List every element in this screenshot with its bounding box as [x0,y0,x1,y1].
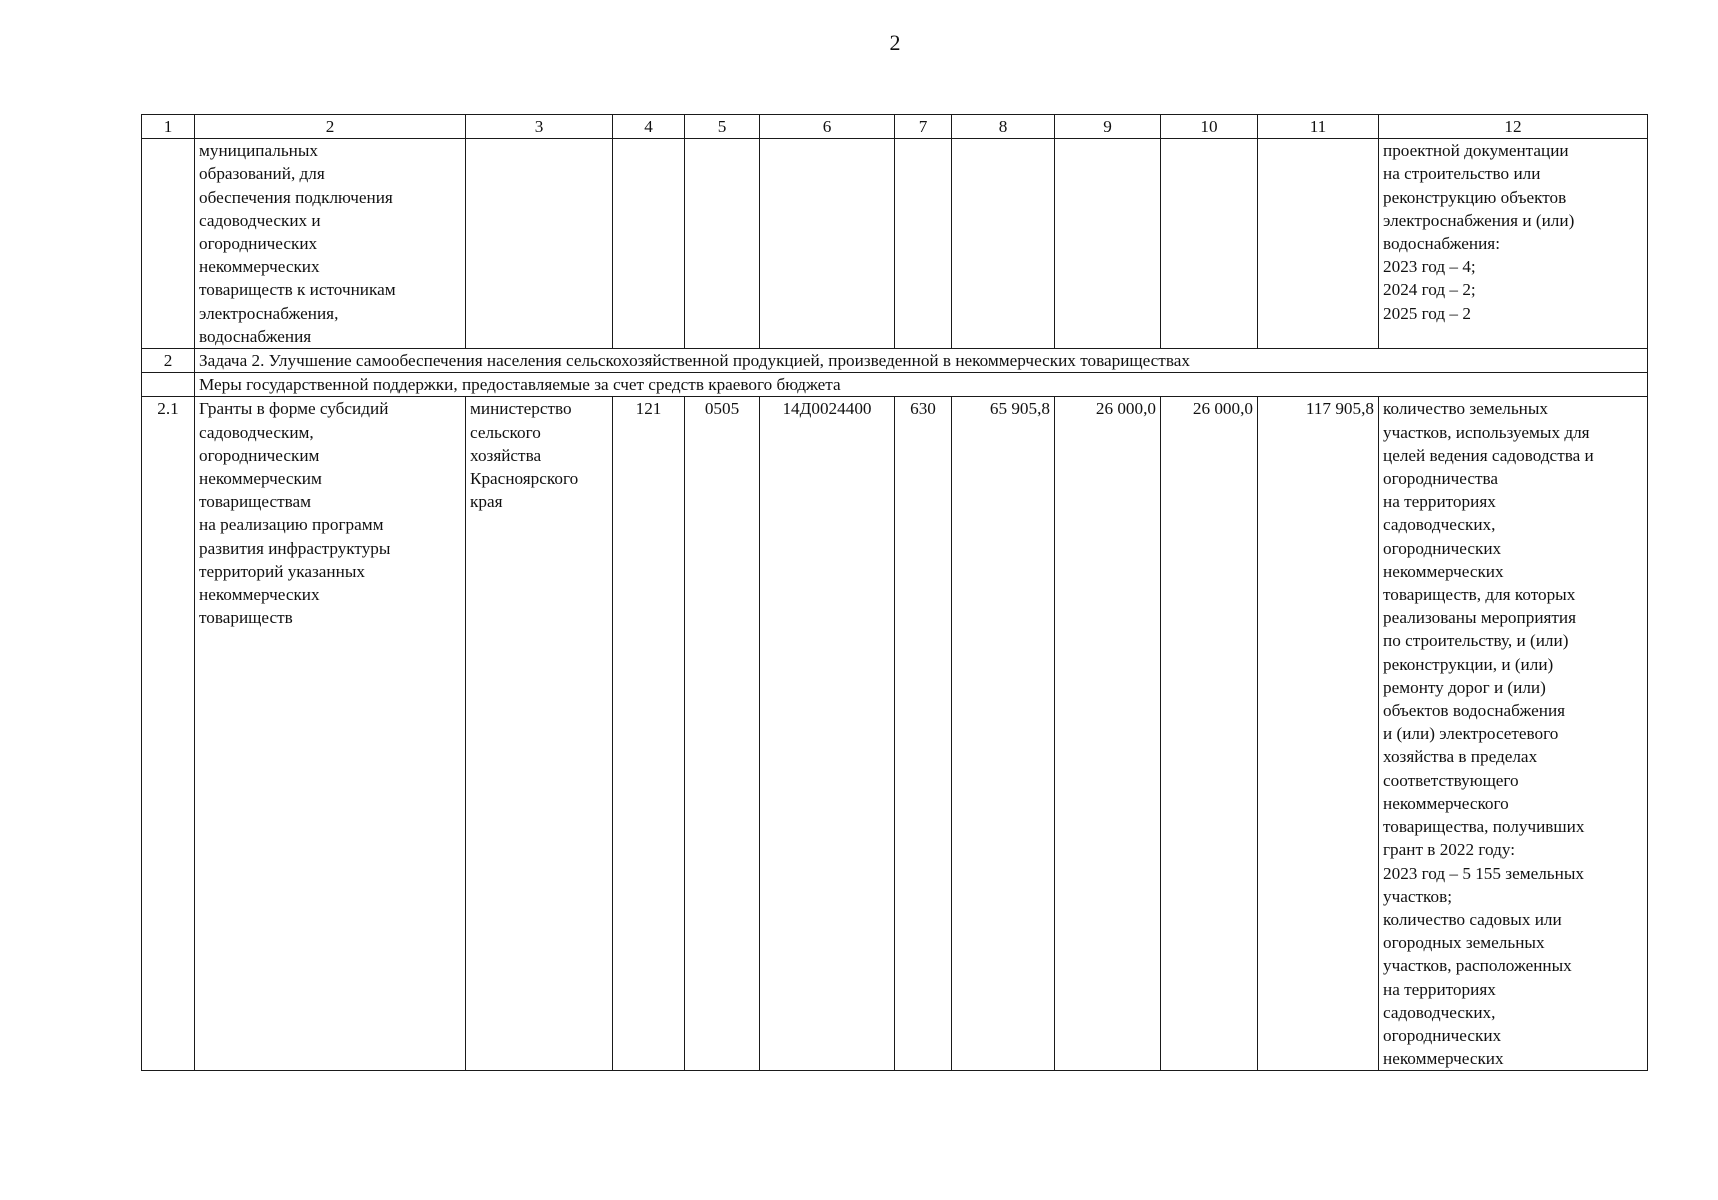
continuation-row [142,139,1648,349]
page-number: 2 [889,30,901,55]
year-2025-cell: 26 000,0 [1161,397,1258,1071]
header-cell: 5 [685,115,760,139]
header-cell: 3 [466,115,613,139]
year-2024-cell [1055,139,1161,349]
csr-cell: 14Д0024400 [760,397,895,1071]
measure-name-cell: Гранты в форме субсидий садоводческим, огородническим некоммерческим товариществам на реализацию программ развития инфраструктуры территорий указанных некоммерческих товариществ [195,397,466,1071]
row-number-cell [142,373,195,397]
task-title-cell: Задача 2. Улучшение самообеспечения населения сельскохозяйственной продукцией, произведенной в некоммерческих товариществах [195,349,1648,373]
measures-row [142,373,1648,397]
measure-name-cell: муниципальных образований, для обеспечения подключения садоводческих и огороднических некоммерческих товариществ к источникам электроснабжения, водоснабжения [195,139,466,349]
row-number-cell: 2.1 [142,397,195,1071]
vr-cell [895,139,952,349]
header-cell: 8 [952,115,1055,139]
header-cell: 2 [195,115,466,139]
rzpr-cell: 0505 [685,397,760,1071]
header-cell: 7 [895,115,952,139]
header-cell: 4 [613,115,685,139]
grbs-cell: 121 [613,397,685,1071]
executor-cell: министерство сельского хозяйства Красноярского края [466,397,613,1071]
grant-row [142,397,1648,1071]
year-2025-cell [1161,139,1258,349]
header-row [142,115,1648,139]
measures-title-cell: Меры государственной поддержки, предоставляемые за счет средств краевого бюджета [195,373,1648,397]
header-cell: 10 [1161,115,1258,139]
task-row [142,349,1648,373]
year-2023-cell [952,139,1055,349]
total-cell [1258,139,1379,349]
header-cell: 11 [1258,115,1379,139]
vr-cell: 630 [895,397,952,1071]
budget-table [141,114,1648,1071]
result-cell: количество земельных участков, используемых для целей ведения садоводства и огородничества на территориях садоводческих, огороднических некоммерческих товариществ, для которых реализованы мероприятия по строительству, и (или) реконструкции, и (или) ремонту дорог и (или) объектов водоснабжения и (или) электросетевого хозяйства в пределах соответствующего некоммерческого товарищества, получивших грант в 2022 году: 2023 год – 5 155 земельных участков; количество садовых или огородных земельных участков, расположенных на территориях садоводческих, огороднических некоммерческих [1379,397,1648,1071]
total-cell: 117 905,8 [1258,397,1379,1071]
executor-cell [466,139,613,349]
csr-cell [760,139,895,349]
task-number-cell: 2 [142,349,195,373]
row-number-cell [142,139,195,349]
result-cell: проектной документации на строительство или реконструкцию объектов электроснабжения и (или) водоснабжения: 2023 год – 4; 2024 год – 2; 2025 год – 2 [1379,139,1648,349]
year-2024-cell: 26 000,0 [1055,397,1161,1071]
rzpr-cell [685,139,760,349]
header-cell: 12 [1379,115,1648,139]
year-2023-cell: 65 905,8 [952,397,1055,1071]
header-cell: 1 [142,115,195,139]
grbs-cell [613,139,685,349]
header-cell: 9 [1055,115,1161,139]
header-cell: 6 [760,115,895,139]
